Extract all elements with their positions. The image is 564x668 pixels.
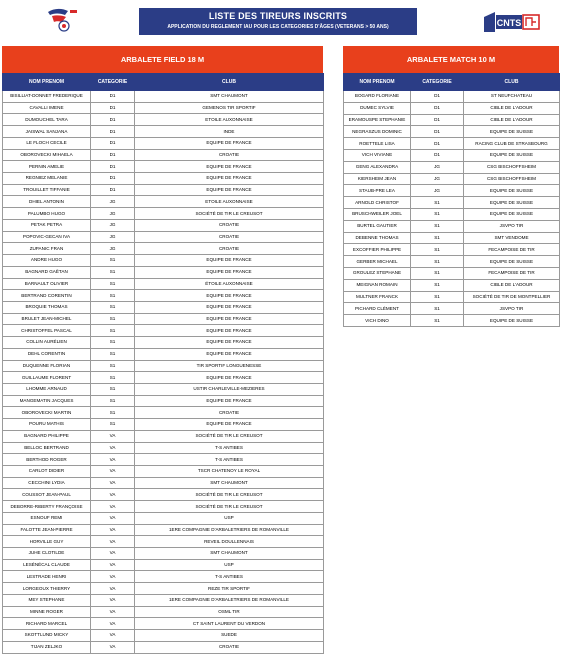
table-row [344, 244, 560, 256]
cell-club: EQUIPE DE FRANCE [135, 395, 324, 407]
table-row [3, 583, 324, 595]
cell-name: BELLOC BERTRAND [3, 442, 91, 454]
cell-club: CIBLE DE L'ADOUR [464, 279, 560, 291]
cell-category: VA [91, 606, 135, 618]
match-10m-table [343, 73, 560, 327]
match-10m-panel [343, 46, 559, 327]
table-header-row [344, 74, 560, 91]
cell-club: T-S ANTIBES [135, 454, 324, 466]
cell-club: T-S ANTIBES [135, 442, 324, 454]
cell-club: USP [135, 512, 324, 524]
cell-name: TROUILLET TIFFANIE [3, 184, 91, 196]
cell-category: D1 [91, 126, 135, 138]
table-row [3, 91, 324, 103]
table-row [3, 173, 324, 185]
cell-category: D1 [91, 149, 135, 161]
cell-category: D1 [91, 173, 135, 185]
cell-category: S1 [91, 290, 135, 302]
cell-name: LHOMME ARNAUD [3, 383, 91, 395]
cell-category: VA [91, 641, 135, 653]
cell-club: RACING CLUB DE STRASBOURG [464, 138, 560, 150]
cell-club: REVEIL DOULLENNAIS [135, 536, 324, 548]
table-row [3, 454, 324, 466]
cell-category: JG [91, 243, 135, 255]
cell-club: EQUIPE DE FRANCE [135, 255, 324, 267]
cell-club: 1ERE COMPAGNIE D'ARBALETRIERS DE ROMANVILLE [135, 594, 324, 606]
cell-club: EQUIPE DE SUISSE [464, 197, 560, 209]
cell-category: S1 [91, 301, 135, 313]
cell-name: GENG ALEXANDRA [344, 161, 411, 173]
cell-category: D1 [411, 91, 464, 103]
match-10m-title: ARBALETE MATCH 10 M [343, 46, 559, 73]
table-row [3, 477, 324, 489]
cell-category: VA [91, 466, 135, 478]
table-row [344, 291, 560, 303]
cell-category: S1 [91, 337, 135, 349]
table-row [344, 267, 560, 279]
cell-name: CARLOT DIDIER [3, 466, 91, 478]
cell-category: JG [411, 161, 464, 173]
cell-category: VA [91, 559, 135, 571]
column-header-name: NOM PRENOM [3, 74, 91, 91]
cell-club: EQUIPE DE FRANCE [135, 325, 324, 337]
table-row [3, 407, 324, 419]
cell-category: JG [91, 231, 135, 243]
cell-name: STAUB-PRE LEA [344, 185, 411, 197]
cell-club: CROATIE [135, 149, 324, 161]
cell-name: BERTRAND CORENTIN [3, 290, 91, 302]
table-row [3, 442, 324, 454]
table-row [3, 536, 324, 548]
cell-name: ANDRE HUGO [3, 255, 91, 267]
cell-club: SMT CHAUMONT [135, 548, 324, 560]
cell-name: ARNOLD CHRISTOF [344, 197, 411, 209]
column-header-name: NOM PRENOM [344, 74, 411, 91]
cell-category: VA [91, 524, 135, 536]
table-row [344, 208, 560, 220]
column-header-category: CATEGORIE [91, 74, 135, 91]
cell-name: PALUMBO HUGO [3, 208, 91, 220]
table-row [3, 395, 324, 407]
cell-name: CAVALLI IMENE [3, 102, 91, 114]
field-18m-panel [2, 46, 323, 654]
cell-club: JSVPO TIR [464, 303, 560, 315]
cell-club: REZE TIR SPORTIF [135, 583, 324, 595]
cell-club: ÉTOILE AUXONNAISE [135, 278, 324, 290]
cell-category: S1 [91, 278, 135, 290]
table-row [3, 571, 324, 583]
cell-name: FALOTTE JEAN-PIERRE [3, 524, 91, 536]
cell-category: VA [91, 630, 135, 642]
cell-club: CIBLE DE L'ADOUR [464, 102, 560, 114]
table-row [3, 466, 324, 478]
cell-name: JAISWAL SANJANA [3, 126, 91, 138]
cell-name: LE FLOCH CECILE [3, 137, 91, 149]
table-row [344, 173, 560, 185]
cell-name: DEBENNE THOMAS [344, 232, 411, 244]
table-row [3, 149, 324, 161]
cell-category: VA [91, 548, 135, 560]
table-row [344, 138, 560, 150]
table-row [3, 196, 324, 208]
cell-category: S1 [91, 360, 135, 372]
cell-name: RICHARD MARCEL [3, 618, 91, 630]
cell-name: BRULET JEAN-MICHEL [3, 313, 91, 325]
table-row [3, 524, 324, 536]
table-row [3, 337, 324, 349]
cell-name: DEBORRE-RIBERTY FRANÇOISE [3, 501, 91, 513]
cell-name: GERBER MICHAEL [344, 256, 411, 268]
cell-name: BRUSCHWEILER JOEL [344, 208, 411, 220]
table-row [3, 126, 324, 138]
cell-category: D1 [411, 126, 464, 138]
cell-category: VA [91, 442, 135, 454]
cell-club: ETOILE AUXONNAISE [135, 114, 324, 126]
cell-name: ZUPANIC FRAN [3, 243, 91, 255]
cell-name: GUILLAUME FLORENT [3, 372, 91, 384]
table-row [3, 641, 324, 653]
table-row [3, 489, 324, 501]
cell-club: CSG BISCHOFFSHEIM [464, 161, 560, 173]
cell-club: CROATIE [135, 641, 324, 653]
cell-name: EXCOFFIER PHILIPPE [344, 244, 411, 256]
cell-category: D1 [91, 114, 135, 126]
table-row [3, 501, 324, 513]
cell-club: EQUIPE DE SUISSE [464, 208, 560, 220]
cell-club: ETOILE AUXONNAISE [135, 196, 324, 208]
cell-club: FECAMPOISE DE TIR [464, 244, 560, 256]
svg-text:CNTS: CNTS [496, 18, 522, 28]
table-row [3, 512, 324, 524]
cnts-logo [481, 11, 541, 33]
cell-name: ROETTELE LISA [344, 138, 411, 150]
table-row [3, 559, 324, 571]
cell-club: CROATIE [135, 231, 324, 243]
cell-club: SUEDE [135, 630, 324, 642]
cell-club: USP [135, 559, 324, 571]
cell-category: JG [91, 208, 135, 220]
cell-name: BAGNARD GAËTAN [3, 266, 91, 278]
page-title: LISTE DES TIREURS INSCRITS [208, 11, 348, 21]
cell-club: SMT VENDOME [464, 232, 560, 244]
table-row [3, 383, 324, 395]
cell-category: D1 [411, 138, 464, 150]
cell-name: ESNOUF REMI [3, 512, 91, 524]
cell-name: TIJAN ZELJKO [3, 641, 91, 653]
table-row [3, 255, 324, 267]
column-header-category: CATEGORIE [411, 74, 464, 91]
cell-club: EQUIPE DE FRANCE [135, 173, 324, 185]
cell-category: VA [91, 618, 135, 630]
cell-name: NEGRASZUS DOMINIC [344, 126, 411, 138]
table-row [3, 161, 324, 173]
table-row [3, 208, 324, 220]
cell-club: CROATIE [135, 243, 324, 255]
cell-club: T-S ANTIBES [135, 571, 324, 583]
cell-club: CROATIE [135, 219, 324, 231]
cell-category: S1 [411, 303, 464, 315]
cell-club: CIBLE DE L'ADOUR [464, 114, 560, 126]
cell-category: D1 [91, 161, 135, 173]
cell-category: JG [91, 219, 135, 231]
cell-club: EQUIPE DE FRANCE [135, 337, 324, 349]
cell-category: S1 [411, 256, 464, 268]
cell-club: SOCIÉTÉ DE TIR LE CREUSOT [135, 489, 324, 501]
cell-name: SKOTTLUND MICKY [3, 630, 91, 642]
federation-logo [44, 6, 78, 34]
cell-name: POURU MATHIS [3, 419, 91, 431]
table-row [3, 114, 324, 126]
cell-name: COLLIN AURÉLIEN [3, 337, 91, 349]
cell-name: BOGARD FLORIANE [344, 91, 411, 103]
cell-name: LESÉNÉCAL CLAUDE [3, 559, 91, 571]
match-10m-rows [344, 91, 560, 327]
cell-club: SMT CHAUMONT [135, 91, 324, 103]
cell-name: MEIGNAN ROMAIN [344, 279, 411, 291]
table-row [344, 315, 560, 327]
table-row [3, 325, 324, 337]
cell-category: S1 [91, 255, 135, 267]
table-row [344, 91, 560, 103]
cell-name: VICH VIVIANE [344, 149, 411, 161]
page-subtitle: APPLICATION DU REGLEMENT IAU POUR LES CATEGORIES D'ÂGES (VETERANS > 50 ANS) [167, 24, 389, 30]
cell-category: VA [91, 501, 135, 513]
table-row [344, 197, 560, 209]
cell-name: CECCHINI LYDIA [3, 477, 91, 489]
cell-name: VICH DINO [344, 315, 411, 327]
table-row [344, 279, 560, 291]
cell-name: DUQUENNE FLORIAN [3, 360, 91, 372]
cell-name: REGNIEZ MELANIE [3, 173, 91, 185]
cell-club: 1ERE COMPAGNIE D'ARBALETRIERS DE ROMANVILLE [135, 524, 324, 536]
cell-category: JG [91, 196, 135, 208]
cell-name: DHIEL ANTONIN [3, 196, 91, 208]
table-row [3, 348, 324, 360]
cell-name: GROULEZ STEPHANE [344, 267, 411, 279]
cell-category: VA [91, 536, 135, 548]
cell-name: MEY STEPHANE [3, 594, 91, 606]
cell-club: EQUIPE DE SUISSE [464, 185, 560, 197]
table-row [344, 232, 560, 244]
cell-name: BERTHOD ROGER [3, 454, 91, 466]
cell-club: EQUIPE DE FRANCE [135, 313, 324, 325]
table-row [3, 290, 324, 302]
cell-name: LORGEOUX THIERRY [3, 583, 91, 595]
cell-name: MINNE ROGER [3, 606, 91, 618]
cell-name: DEHL CORENTIN [3, 348, 91, 360]
table-row [3, 102, 324, 114]
cell-category: S1 [91, 266, 135, 278]
cell-category: S1 [91, 348, 135, 360]
cell-name: PICHARD CLÉMENT [344, 303, 411, 315]
cell-category: JG [411, 173, 464, 185]
table-row [3, 606, 324, 618]
cell-category: S1 [411, 244, 464, 256]
cell-name: LESTRADE HENRI [3, 571, 91, 583]
cell-club: CT SAINT LAURENT DU VERDON [135, 618, 324, 630]
table-row [3, 301, 324, 313]
cell-category: S1 [91, 419, 135, 431]
cell-club: EQUIPE DE FRANCE [135, 266, 324, 278]
cell-name: PETAK PETRA [3, 219, 91, 231]
cell-category: D1 [91, 102, 135, 114]
cell-club: EQUIPE DE SUISSE [464, 149, 560, 161]
table-row [3, 372, 324, 384]
cell-category: S1 [411, 291, 464, 303]
table-row [3, 360, 324, 372]
cell-category: S1 [91, 383, 135, 395]
table-row [3, 618, 324, 630]
cell-name: HORVILLE GUY [3, 536, 91, 548]
cell-club: EQUIPE DE SUISSE [464, 315, 560, 327]
cell-club: SOCIÉTÉ DE TIR LE CREUSOT [135, 208, 324, 220]
table-row [344, 114, 560, 126]
cell-name: BARNAULT OLIVIER [3, 278, 91, 290]
cell-name: BISILLIAT-DONNET FREDERIQUE [3, 91, 91, 103]
cell-name: JUHE CLOTILDE [3, 548, 91, 560]
cell-club: USTIR CHARLEVILLE-MEZIERES [135, 383, 324, 395]
cell-category: S1 [411, 267, 464, 279]
cell-club: EQUIPE DE FRANCE [135, 348, 324, 360]
cell-club: GEMENOS TIR SPORTIF [135, 102, 324, 114]
cell-club: EQUIPE DE FRANCE [135, 184, 324, 196]
cell-category: JG [411, 185, 464, 197]
cell-category: D1 [411, 102, 464, 114]
cell-category: D1 [411, 114, 464, 126]
cell-club: TSCR CHATENOY LE ROYAL [135, 466, 324, 478]
cell-name: MULTNER FRANCK [344, 291, 411, 303]
table-row [3, 594, 324, 606]
cell-name: OBOROVECKI MIHAELA [3, 149, 91, 161]
table-row [344, 126, 560, 138]
cell-name: POPOVIC-GECAN IVA [3, 231, 91, 243]
cell-club: EQUIPE DE FRANCE [135, 137, 324, 149]
cell-club: CSG BISCHOFFSHEIM [464, 173, 560, 185]
cell-category: VA [91, 594, 135, 606]
column-header-club: CLUB [464, 74, 560, 91]
cell-category: D1 [91, 137, 135, 149]
cell-category: VA [91, 489, 135, 501]
cell-category: S1 [91, 325, 135, 337]
cell-category: S1 [91, 313, 135, 325]
table-row [344, 303, 560, 315]
table-row [344, 256, 560, 268]
cell-club: OSML TIR [135, 606, 324, 618]
cell-category: D1 [411, 149, 464, 161]
page-header [139, 8, 417, 35]
table-header-row [3, 74, 324, 91]
cell-club: FECAMPOISE DE TIR [464, 267, 560, 279]
cell-club: EQUIPE DE FRANCE [135, 301, 324, 313]
cell-category: S1 [91, 407, 135, 419]
table-row [344, 149, 560, 161]
cell-category: S1 [411, 232, 464, 244]
cell-club: EQUIPE DE FRANCE [135, 290, 324, 302]
cell-club: SOCIÉTÉ DE TIR DE MONTPELLIER [464, 291, 560, 303]
table-row [3, 419, 324, 431]
cell-category: D1 [91, 91, 135, 103]
cell-name: BROQUIE THOMAS [3, 301, 91, 313]
cell-name: OBOROVECKI MARTIN [3, 407, 91, 419]
field-18m-rows [3, 91, 324, 654]
table-row [3, 231, 324, 243]
table-row [3, 266, 324, 278]
cell-category: S1 [91, 372, 135, 384]
table-row [344, 220, 560, 232]
table-row [3, 219, 324, 231]
cell-category: VA [91, 512, 135, 524]
cell-name: KIERSHEIM JEAN [344, 173, 411, 185]
cell-club: SOCIÉTÉ DE TIR LE CREUSOT [135, 430, 324, 442]
cell-name: MANGEMATIN JACQUES [3, 395, 91, 407]
table-row [3, 184, 324, 196]
cell-category: VA [91, 571, 135, 583]
table-row [3, 278, 324, 290]
cell-club: INDE [135, 126, 324, 138]
cell-club: EQUIPE DE FRANCE [135, 419, 324, 431]
table-row [3, 313, 324, 325]
cell-name: DUMEC SYLVIE [344, 102, 411, 114]
cell-name: ERAMOUSPE STEPHANIE [344, 114, 411, 126]
cell-category: S1 [411, 197, 464, 209]
table-row [344, 102, 560, 114]
cell-category: S1 [411, 220, 464, 232]
table-row [344, 161, 560, 173]
cell-category: S1 [91, 395, 135, 407]
cell-name: DUMOUCHEL TARA [3, 114, 91, 126]
cell-category: VA [91, 454, 135, 466]
cell-club: ST NEUFCHATEAU [464, 91, 560, 103]
cell-club: CROATIE [135, 407, 324, 419]
column-header-club: CLUB [135, 74, 324, 91]
cell-club: EQUIPE DE SUISSE [464, 256, 560, 268]
table-row [3, 243, 324, 255]
table-row [3, 137, 324, 149]
cell-club: TIR SPORTIF LONGUENESSE [135, 360, 324, 372]
cell-name: PERNIN AMELIE [3, 161, 91, 173]
cell-club: EQUIPE DE FRANCE [135, 161, 324, 173]
cell-name: CHRISTOFFEL PASCAL [3, 325, 91, 337]
cell-name: BAGNARD PHILIPPE [3, 430, 91, 442]
cell-category: S1 [411, 208, 464, 220]
cell-category: D1 [91, 184, 135, 196]
cell-name: BURTEL GAUTIER [344, 220, 411, 232]
cell-club: EQUIPE DE SUISSE [464, 126, 560, 138]
cell-name: COUSSOT JEAN-PAUL [3, 489, 91, 501]
cell-club: SOCIÉTÉ DE TIR LE CREUSOT [135, 501, 324, 513]
cell-category: VA [91, 583, 135, 595]
cell-category: VA [91, 477, 135, 489]
table-row [344, 185, 560, 197]
field-18m-title: ARBALETE FIELD 18 M [2, 46, 323, 73]
cell-category: VA [91, 430, 135, 442]
table-row [3, 630, 324, 642]
cell-category: S1 [411, 315, 464, 327]
table-row [3, 430, 324, 442]
field-18m-table [2, 73, 324, 654]
cell-club: JSVPO TIR [464, 220, 560, 232]
cell-club: SMT CHAUMONT [135, 477, 324, 489]
cell-club: EQUIPE DE FRANCE [135, 372, 324, 384]
table-row [3, 548, 324, 560]
cell-category: S1 [411, 279, 464, 291]
